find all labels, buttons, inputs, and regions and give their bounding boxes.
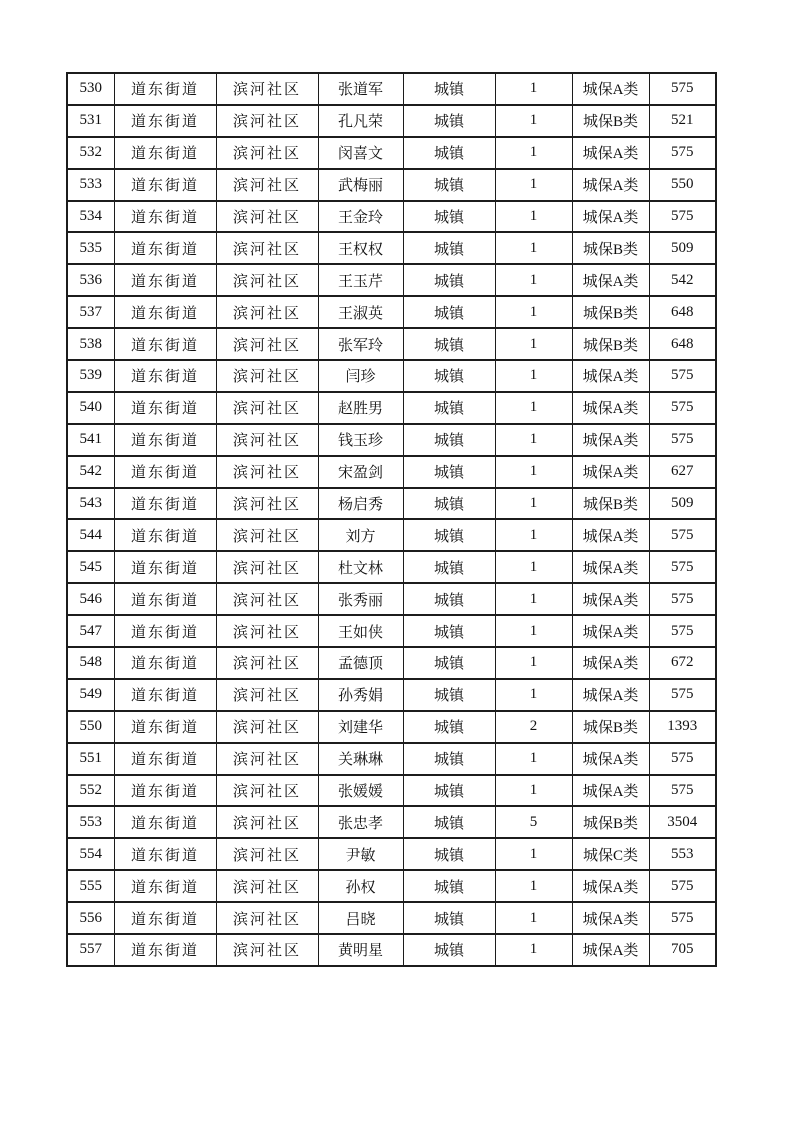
cell-count: 1: [495, 264, 572, 296]
cell-seq: 536: [67, 264, 114, 296]
cell-name: 张忠孝: [318, 806, 403, 838]
cell-street: 道东街道: [114, 711, 216, 743]
cell-community: 滨河社区: [216, 424, 318, 456]
cell-type: 城镇: [403, 519, 495, 551]
table-row: [67, 838, 716, 870]
cell-amount: 550: [649, 169, 716, 201]
cell-name: 钱玉珍: [318, 424, 403, 456]
cell-amount: 575: [649, 583, 716, 615]
cell-street: 道东街道: [114, 296, 216, 328]
cell-type: 城镇: [403, 169, 495, 201]
cell-count: 1: [495, 296, 572, 328]
cell-count: 1: [495, 456, 572, 488]
table-row: [67, 360, 716, 392]
cell-type: 城镇: [403, 838, 495, 870]
table-row: [67, 519, 716, 551]
cell-seq: 545: [67, 551, 114, 583]
cell-name: 吕晓: [318, 902, 403, 934]
cell-seq: 556: [67, 902, 114, 934]
cell-community: 滨河社区: [216, 902, 318, 934]
cell-name: 张道军: [318, 73, 403, 105]
cell-count: 1: [495, 519, 572, 551]
cell-street: 道东街道: [114, 615, 216, 647]
cell-category: 城保B类: [572, 232, 649, 264]
cell-category: 城保A类: [572, 743, 649, 775]
cell-count: 1: [495, 615, 572, 647]
cell-street: 道东街道: [114, 105, 216, 137]
cell-community: 滨河社区: [216, 934, 318, 966]
cell-seq: 557: [67, 934, 114, 966]
cell-type: 城镇: [403, 137, 495, 169]
cell-amount: 575: [649, 201, 716, 233]
cell-street: 道东街道: [114, 679, 216, 711]
cell-type: 城镇: [403, 264, 495, 296]
cell-street: 道东街道: [114, 743, 216, 775]
table-row: [67, 711, 716, 743]
cell-street: 道东街道: [114, 934, 216, 966]
cell-seq: 542: [67, 456, 114, 488]
table-row: [67, 169, 716, 201]
cell-category: 城保A类: [572, 647, 649, 679]
cell-community: 滨河社区: [216, 711, 318, 743]
cell-seq: 531: [67, 105, 114, 137]
cell-community: 滨河社区: [216, 169, 318, 201]
cell-count: 1: [495, 838, 572, 870]
cell-count: 1: [495, 328, 572, 360]
cell-seq: 534: [67, 201, 114, 233]
cell-name: 杨启秀: [318, 488, 403, 520]
cell-seq: 537: [67, 296, 114, 328]
cell-name: 刘建华: [318, 711, 403, 743]
cell-seq: 546: [67, 583, 114, 615]
table-row: [67, 806, 716, 838]
cell-type: 城镇: [403, 296, 495, 328]
cell-seq: 532: [67, 137, 114, 169]
cell-amount: 521: [649, 105, 716, 137]
table-row: [67, 679, 716, 711]
cell-amount: 542: [649, 264, 716, 296]
cell-category: 城保A类: [572, 679, 649, 711]
cell-seq: 539: [67, 360, 114, 392]
cell-amount: 509: [649, 488, 716, 520]
cell-count: 1: [495, 934, 572, 966]
cell-seq: 553: [67, 806, 114, 838]
cell-type: 城镇: [403, 73, 495, 105]
cell-type: 城镇: [403, 711, 495, 743]
cell-type: 城镇: [403, 328, 495, 360]
benefits-table: [66, 72, 717, 967]
cell-amount: 575: [649, 424, 716, 456]
cell-seq: 540: [67, 392, 114, 424]
cell-street: 道东街道: [114, 838, 216, 870]
table-row: [67, 392, 716, 424]
cell-count: 1: [495, 870, 572, 902]
table-row: [67, 775, 716, 807]
cell-name: 宋盈剑: [318, 456, 403, 488]
cell-amount: 575: [649, 519, 716, 551]
cell-count: 1: [495, 105, 572, 137]
cell-name: 刘方: [318, 519, 403, 551]
cell-name: 关琳琳: [318, 743, 403, 775]
cell-category: 城保A类: [572, 73, 649, 105]
table-row: [67, 743, 716, 775]
cell-amount: 575: [649, 902, 716, 934]
cell-seq: 552: [67, 775, 114, 807]
cell-amount: 575: [649, 137, 716, 169]
cell-street: 道东街道: [114, 902, 216, 934]
table-row: [67, 902, 716, 934]
cell-street: 道东街道: [114, 488, 216, 520]
cell-community: 滨河社区: [216, 456, 318, 488]
cell-count: 2: [495, 711, 572, 743]
table-row: [67, 105, 716, 137]
cell-seq: 538: [67, 328, 114, 360]
cell-street: 道东街道: [114, 775, 216, 807]
cell-community: 滨河社区: [216, 583, 318, 615]
cell-count: 1: [495, 424, 572, 456]
cell-name: 张秀丽: [318, 583, 403, 615]
cell-count: 1: [495, 392, 572, 424]
table-row: [67, 296, 716, 328]
cell-count: 1: [495, 73, 572, 105]
cell-category: 城保A类: [572, 583, 649, 615]
cell-community: 滨河社区: [216, 201, 318, 233]
cell-category: 城保A类: [572, 424, 649, 456]
cell-amount: 575: [649, 392, 716, 424]
cell-street: 道东街道: [114, 232, 216, 264]
cell-name: 杜文林: [318, 551, 403, 583]
cell-street: 道东街道: [114, 519, 216, 551]
cell-category: 城保B类: [572, 711, 649, 743]
cell-amount: 575: [649, 679, 716, 711]
cell-type: 城镇: [403, 424, 495, 456]
cell-count: 1: [495, 743, 572, 775]
cell-type: 城镇: [403, 775, 495, 807]
cell-count: 1: [495, 551, 572, 583]
cell-name: 张媛媛: [318, 775, 403, 807]
table-row: [67, 137, 716, 169]
cell-type: 城镇: [403, 743, 495, 775]
cell-name: 尹敏: [318, 838, 403, 870]
cell-category: 城保A类: [572, 264, 649, 296]
table-row: [67, 583, 716, 615]
cell-category: 城保A类: [572, 551, 649, 583]
cell-category: 城保A类: [572, 201, 649, 233]
cell-amount: 553: [649, 838, 716, 870]
cell-street: 道东街道: [114, 264, 216, 296]
cell-seq: 548: [67, 647, 114, 679]
cell-street: 道东街道: [114, 583, 216, 615]
cell-category: 城保A类: [572, 360, 649, 392]
cell-community: 滨河社区: [216, 743, 318, 775]
cell-type: 城镇: [403, 806, 495, 838]
cell-name: 孙秀娟: [318, 679, 403, 711]
cell-category: 城保A类: [572, 902, 649, 934]
cell-type: 城镇: [403, 392, 495, 424]
cell-count: 5: [495, 806, 572, 838]
cell-community: 滨河社区: [216, 488, 318, 520]
cell-type: 城镇: [403, 679, 495, 711]
cell-count: 1: [495, 647, 572, 679]
cell-seq: 533: [67, 169, 114, 201]
cell-amount: 575: [649, 743, 716, 775]
cell-count: 1: [495, 137, 572, 169]
cell-type: 城镇: [403, 105, 495, 137]
cell-community: 滨河社区: [216, 137, 318, 169]
cell-street: 道东街道: [114, 360, 216, 392]
table-row: [67, 934, 716, 966]
cell-type: 城镇: [403, 902, 495, 934]
cell-seq: 541: [67, 424, 114, 456]
cell-street: 道东街道: [114, 169, 216, 201]
cell-category: 城保A类: [572, 392, 649, 424]
cell-name: 王如侠: [318, 615, 403, 647]
table-row: [67, 264, 716, 296]
cell-community: 滨河社区: [216, 73, 318, 105]
cell-seq: 551: [67, 743, 114, 775]
cell-name: 王淑英: [318, 296, 403, 328]
cell-type: 城镇: [403, 934, 495, 966]
cell-name: 闫珍: [318, 360, 403, 392]
cell-category: 城保B类: [572, 488, 649, 520]
cell-seq: 543: [67, 488, 114, 520]
cell-amount: 575: [649, 870, 716, 902]
cell-count: 1: [495, 169, 572, 201]
cell-name: 赵胜男: [318, 392, 403, 424]
cell-community: 滨河社区: [216, 328, 318, 360]
cell-category: 城保A类: [572, 934, 649, 966]
cell-amount: 575: [649, 551, 716, 583]
cell-seq: 544: [67, 519, 114, 551]
table-row: [67, 201, 716, 233]
cell-amount: 509: [649, 232, 716, 264]
cell-category: 城保B类: [572, 806, 649, 838]
cell-type: 城镇: [403, 360, 495, 392]
cell-count: 1: [495, 775, 572, 807]
cell-community: 滨河社区: [216, 806, 318, 838]
cell-amount: 575: [649, 615, 716, 647]
cell-category: 城保C类: [572, 838, 649, 870]
cell-count: 1: [495, 360, 572, 392]
cell-type: 城镇: [403, 232, 495, 264]
cell-community: 滨河社区: [216, 551, 318, 583]
table-row: [67, 328, 716, 360]
cell-amount: 648: [649, 328, 716, 360]
cell-category: 城保A类: [572, 870, 649, 902]
cell-category: 城保B类: [572, 105, 649, 137]
cell-name: 王金玲: [318, 201, 403, 233]
cell-street: 道东街道: [114, 647, 216, 679]
cell-category: 城保A类: [572, 456, 649, 488]
cell-community: 滨河社区: [216, 392, 318, 424]
table-row: [67, 615, 716, 647]
cell-amount: 575: [649, 775, 716, 807]
cell-community: 滨河社区: [216, 264, 318, 296]
cell-amount: 575: [649, 360, 716, 392]
cell-category: 城保B类: [572, 328, 649, 360]
cell-count: 1: [495, 583, 572, 615]
table-row: [67, 551, 716, 583]
cell-amount: 1393: [649, 711, 716, 743]
cell-category: 城保A类: [572, 775, 649, 807]
cell-count: 1: [495, 902, 572, 934]
cell-name: 王权权: [318, 232, 403, 264]
cell-type: 城镇: [403, 488, 495, 520]
cell-type: 城镇: [403, 583, 495, 615]
cell-community: 滨河社区: [216, 232, 318, 264]
cell-count: 1: [495, 232, 572, 264]
cell-community: 滨河社区: [216, 838, 318, 870]
cell-street: 道东街道: [114, 870, 216, 902]
cell-amount: 672: [649, 647, 716, 679]
cell-category: 城保A类: [572, 615, 649, 647]
cell-category: 城保B类: [572, 296, 649, 328]
cell-amount: 3504: [649, 806, 716, 838]
cell-category: 城保A类: [572, 519, 649, 551]
cell-seq: 555: [67, 870, 114, 902]
cell-name: 孙权: [318, 870, 403, 902]
table-row: [67, 73, 716, 105]
table-row: [67, 647, 716, 679]
cell-community: 滨河社区: [216, 679, 318, 711]
table-row: [67, 456, 716, 488]
cell-community: 滨河社区: [216, 296, 318, 328]
cell-type: 城镇: [403, 647, 495, 679]
cell-seq: 547: [67, 615, 114, 647]
cell-community: 滨河社区: [216, 105, 318, 137]
table-body: [67, 73, 716, 966]
cell-community: 滨河社区: [216, 775, 318, 807]
cell-type: 城镇: [403, 870, 495, 902]
cell-street: 道东街道: [114, 456, 216, 488]
cell-amount: 648: [649, 296, 716, 328]
table-row: [67, 870, 716, 902]
cell-name: 闵喜文: [318, 137, 403, 169]
cell-street: 道东街道: [114, 806, 216, 838]
cell-community: 滨河社区: [216, 870, 318, 902]
cell-category: 城保A类: [572, 169, 649, 201]
cell-community: 滨河社区: [216, 519, 318, 551]
table-row: [67, 424, 716, 456]
cell-count: 1: [495, 201, 572, 233]
cell-seq: 554: [67, 838, 114, 870]
cell-type: 城镇: [403, 551, 495, 583]
cell-community: 滨河社区: [216, 647, 318, 679]
cell-street: 道东街道: [114, 137, 216, 169]
cell-count: 1: [495, 488, 572, 520]
cell-category: 城保A类: [572, 137, 649, 169]
cell-street: 道东街道: [114, 201, 216, 233]
cell-amount: 627: [649, 456, 716, 488]
cell-seq: 549: [67, 679, 114, 711]
cell-community: 滨河社区: [216, 360, 318, 392]
cell-name: 孟德顶: [318, 647, 403, 679]
cell-seq: 530: [67, 73, 114, 105]
cell-amount: 705: [649, 934, 716, 966]
table-row: [67, 232, 716, 264]
cell-community: 滨河社区: [216, 615, 318, 647]
cell-type: 城镇: [403, 201, 495, 233]
cell-name: 武梅丽: [318, 169, 403, 201]
cell-type: 城镇: [403, 456, 495, 488]
cell-amount: 575: [649, 73, 716, 105]
cell-seq: 550: [67, 711, 114, 743]
cell-street: 道东街道: [114, 73, 216, 105]
cell-name: 王玉芹: [318, 264, 403, 296]
cell-street: 道东街道: [114, 551, 216, 583]
cell-name: 孔凡荣: [318, 105, 403, 137]
cell-name: 黄明星: [318, 934, 403, 966]
cell-street: 道东街道: [114, 424, 216, 456]
cell-type: 城镇: [403, 615, 495, 647]
cell-count: 1: [495, 679, 572, 711]
cell-seq: 535: [67, 232, 114, 264]
cell-name: 张军玲: [318, 328, 403, 360]
cell-street: 道东街道: [114, 392, 216, 424]
cell-street: 道东街道: [114, 328, 216, 360]
table-row: [67, 488, 716, 520]
